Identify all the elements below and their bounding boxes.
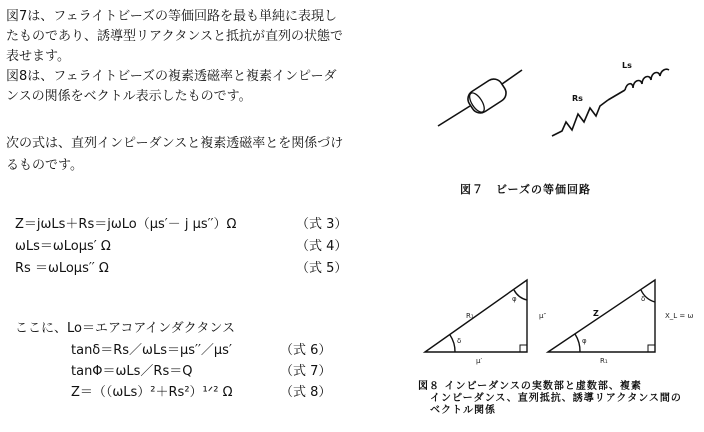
tri2-angle-left: φ — [582, 337, 587, 345]
tri1-base-label: μ′ — [476, 357, 483, 365]
tri2-base-label: R₁ — [600, 357, 608, 365]
intro-line: 図7は、フェライトビーズの等価回路を最も単純に表現し — [6, 9, 338, 24]
equation-6: tanδ＝Rs／ωLs＝μs′′／μs′ — [71, 343, 232, 358]
figure-8-caption — [418, 381, 682, 417]
angle-arc-left — [450, 335, 455, 352]
equation-8: Z＝（（ωLs）²＋Rs²）¹ᐟ² Ω — [71, 385, 233, 400]
inductor-ls — [625, 69, 669, 90]
figure-7-caption: 図７ ビーズの等価回路 — [460, 183, 592, 196]
figure-8-caption-line: ベクトル関係 — [430, 405, 496, 416]
triangle-right — [548, 280, 655, 352]
intro-line: ンスの関係をベクトル表示したものです。 — [6, 89, 252, 104]
bead-body — [465, 76, 510, 117]
equivalent-circuit — [552, 69, 669, 136]
bead-lead-left — [438, 106, 470, 126]
intro-line: たものであり、誘導型リアクタンスと抵抗が直列の状態で — [6, 29, 343, 44]
tri2-vert-label: X_L = ω — [665, 312, 694, 320]
figure-8-caption-line: 図８ インピーダンスの実数部と虚数部、複素 — [418, 381, 642, 392]
label-ls: Ls — [622, 61, 632, 70]
equation-7-tag: （式 7） — [280, 364, 332, 379]
tri1-hyp-label: R₁ — [466, 312, 474, 320]
equation-7: tanΦ＝ωLs／Rs＝Q — [71, 364, 193, 379]
tri2-angle-top: δ — [641, 295, 646, 303]
equation-5-tag: （式 5） — [296, 261, 348, 276]
equation-6-tag: （式 6） — [280, 343, 332, 358]
equation-4: ωLs＝ωLoμs′ Ω — [15, 239, 111, 254]
tri2-hyp-label: Z — [593, 309, 599, 318]
tri1-vert-label: μ″ — [539, 312, 547, 320]
ferrite-bead-drawing — [438, 70, 522, 126]
equation-8-tag: （式 8） — [280, 385, 332, 400]
definition-line: ここに、Lo＝エアコアインダクタンス — [15, 321, 235, 336]
intro-line: 表せます。 — [6, 49, 70, 64]
lead-paragraph — [6, 133, 406, 177]
wire-mid — [608, 90, 625, 100]
figure-8-triangle-right — [548, 280, 655, 352]
equation-3: Z＝jωLs＋Rs＝jωLo（μs′－ j μs′′）Ω — [15, 217, 237, 232]
figure-8-caption-line: インピーダンス、直列抵抗、誘導リアクタンス間の — [430, 393, 682, 404]
equation-4-tag: （式 4） — [296, 239, 348, 254]
bead-lead-right — [502, 70, 522, 84]
label-rs: Rs — [572, 94, 583, 103]
figure-8-triangle-left — [425, 280, 527, 352]
resistor-rs — [552, 100, 608, 136]
angle-arc-top-left — [514, 290, 527, 300]
lead-line: 次の式は、直列インピーダンスと複素透磁率とを関係づけ — [6, 136, 344, 151]
tri1-angle-top: φ — [512, 295, 517, 303]
lead-line: るものです。 — [6, 158, 83, 173]
triangle-left — [425, 280, 527, 352]
tri1-angle-left: δ — [457, 337, 462, 345]
intro-paragraph — [6, 7, 406, 107]
angle-arc-top-right — [641, 290, 655, 302]
intro-line: 図8は、フェライトビーズの複素透磁率と複素インピーダ — [6, 69, 337, 84]
equation-5: Rs ＝ωLoμs′′ Ω — [15, 261, 109, 276]
equation-3-tag: （式 3） — [296, 217, 348, 232]
angle-arc-right — [575, 334, 580, 352]
